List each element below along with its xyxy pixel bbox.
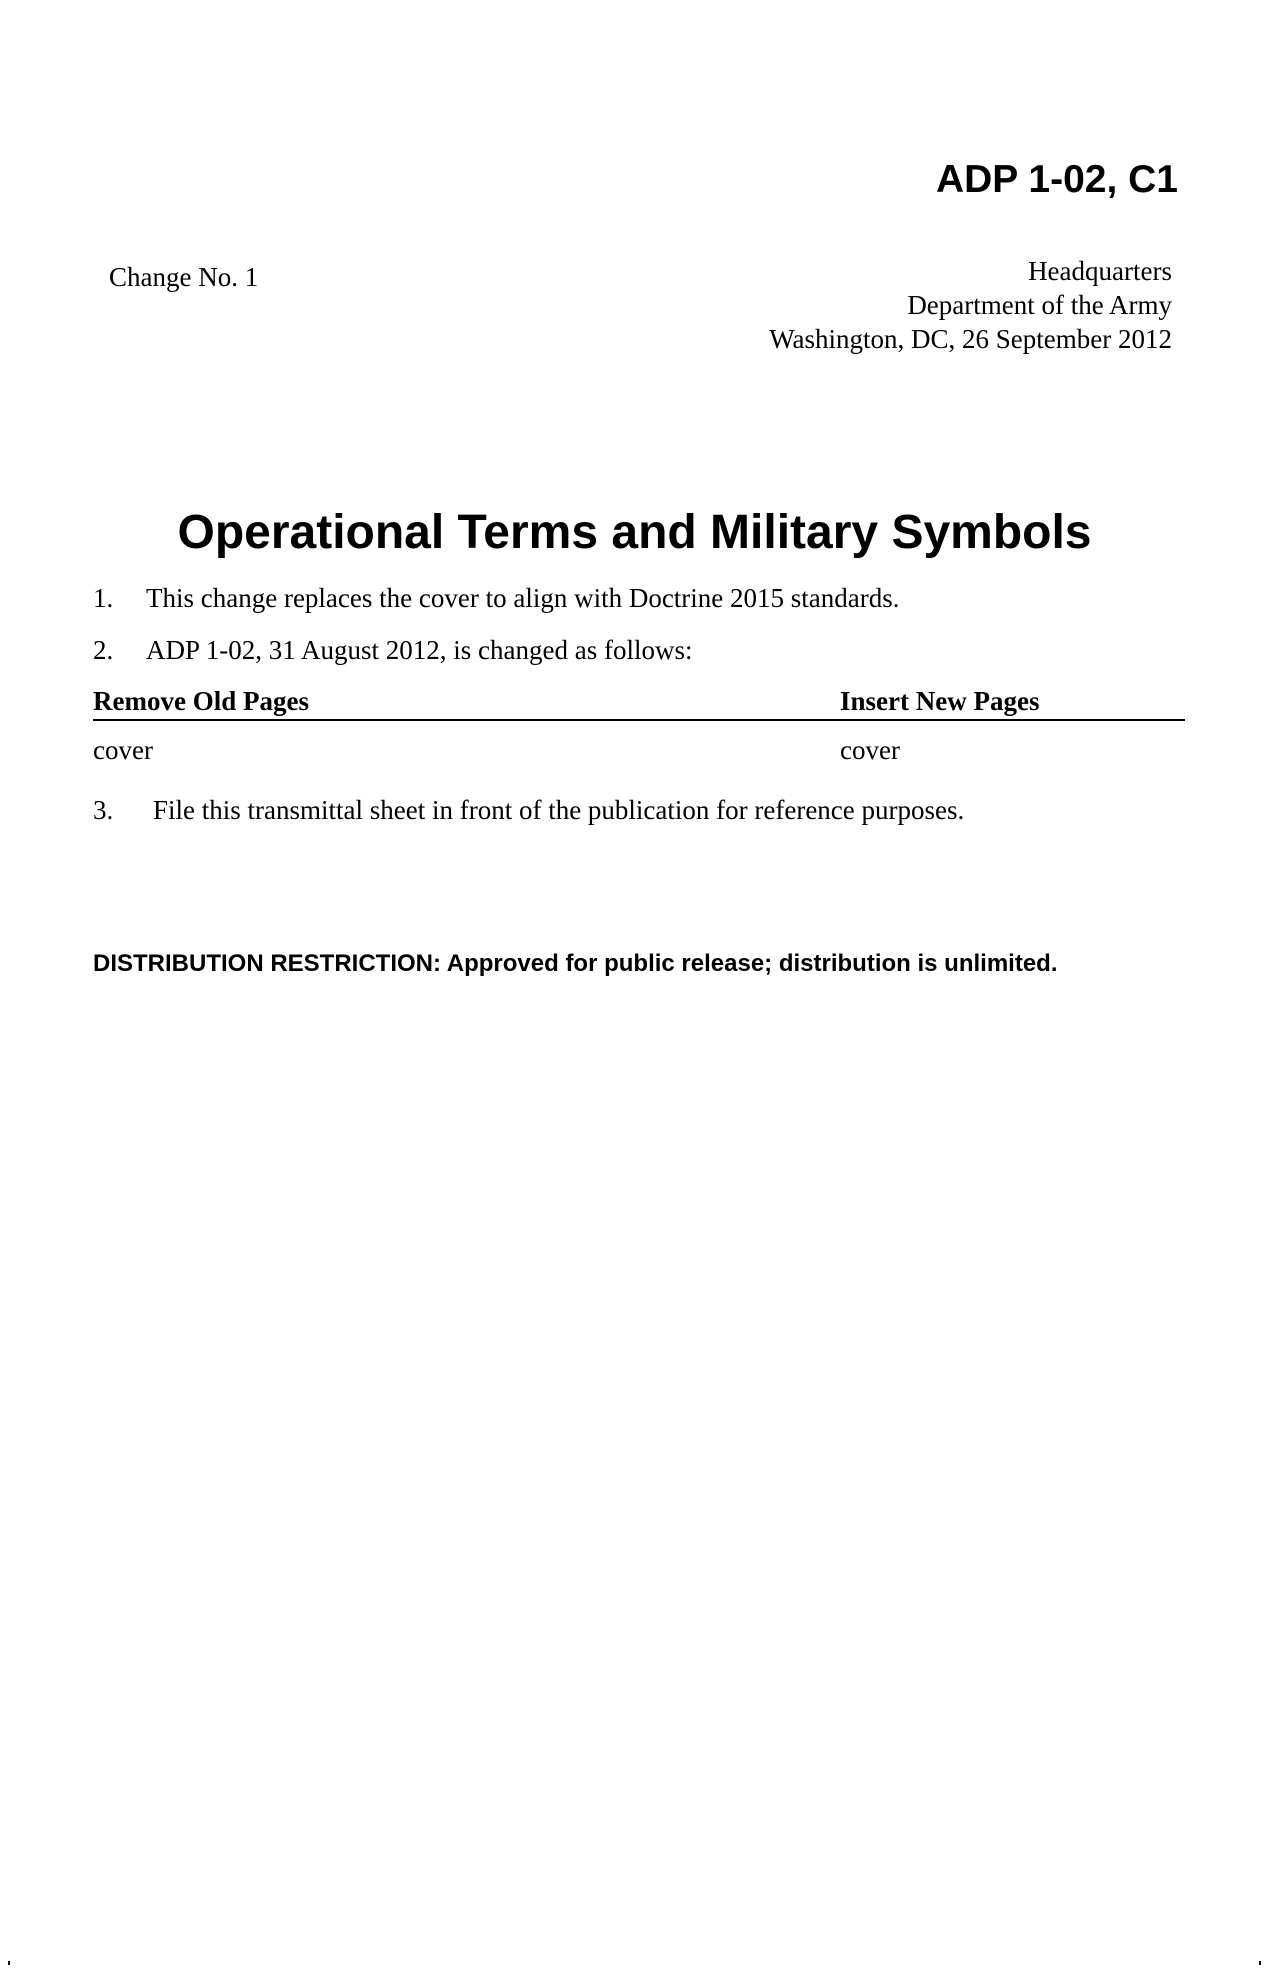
table-header — [93, 686, 1185, 721]
paragraph-number: 3. — [93, 795, 114, 825]
paragraph-1 — [93, 583, 900, 614]
paragraph-text: ADP 1-02, 31 August 2012, is changed as follows: — [146, 635, 693, 665]
paragraph-number: 2. — [93, 635, 114, 665]
table-cell-remove: cover — [93, 735, 153, 765]
paragraph-number: 1. — [93, 583, 114, 613]
headquarters-line: Headquarters — [1028, 256, 1172, 286]
department-line: Department of the Army — [907, 290, 1172, 320]
page-title: Operational Terms and Military Symbols — [177, 506, 1092, 559]
paragraph-3 — [93, 795, 964, 826]
pages-table — [93, 686, 1185, 771]
paragraph-text: File this transmittal sheet in front of the publication for reference purposes. — [153, 795, 965, 825]
corner-mark-right — [1259, 1961, 1261, 1965]
distribution-restriction: DISTRIBUTION RESTRICTION: Approved for public release; distribution is unlimited. — [93, 950, 1058, 977]
change-number: Change No. 1 — [109, 262, 259, 292]
location-date-line: Washington, DC, 26 September 2012 — [769, 324, 1172, 354]
document-id: ADP 1-02, C1 — [935, 158, 1178, 201]
corner-mark-left — [8, 1961, 10, 1965]
table-cell-insert: cover — [840, 735, 900, 765]
headquarters-block — [769, 254, 1172, 356]
paragraph-text: This change replaces the cover to align with Doctrine 2015 standards. — [146, 583, 900, 613]
header-insert-new-pages: Insert New Pages — [840, 686, 1040, 716]
header-remove-old-pages: Remove Old Pages — [93, 686, 309, 716]
table-row — [93, 721, 1185, 771]
paragraph-2 — [93, 635, 692, 666]
